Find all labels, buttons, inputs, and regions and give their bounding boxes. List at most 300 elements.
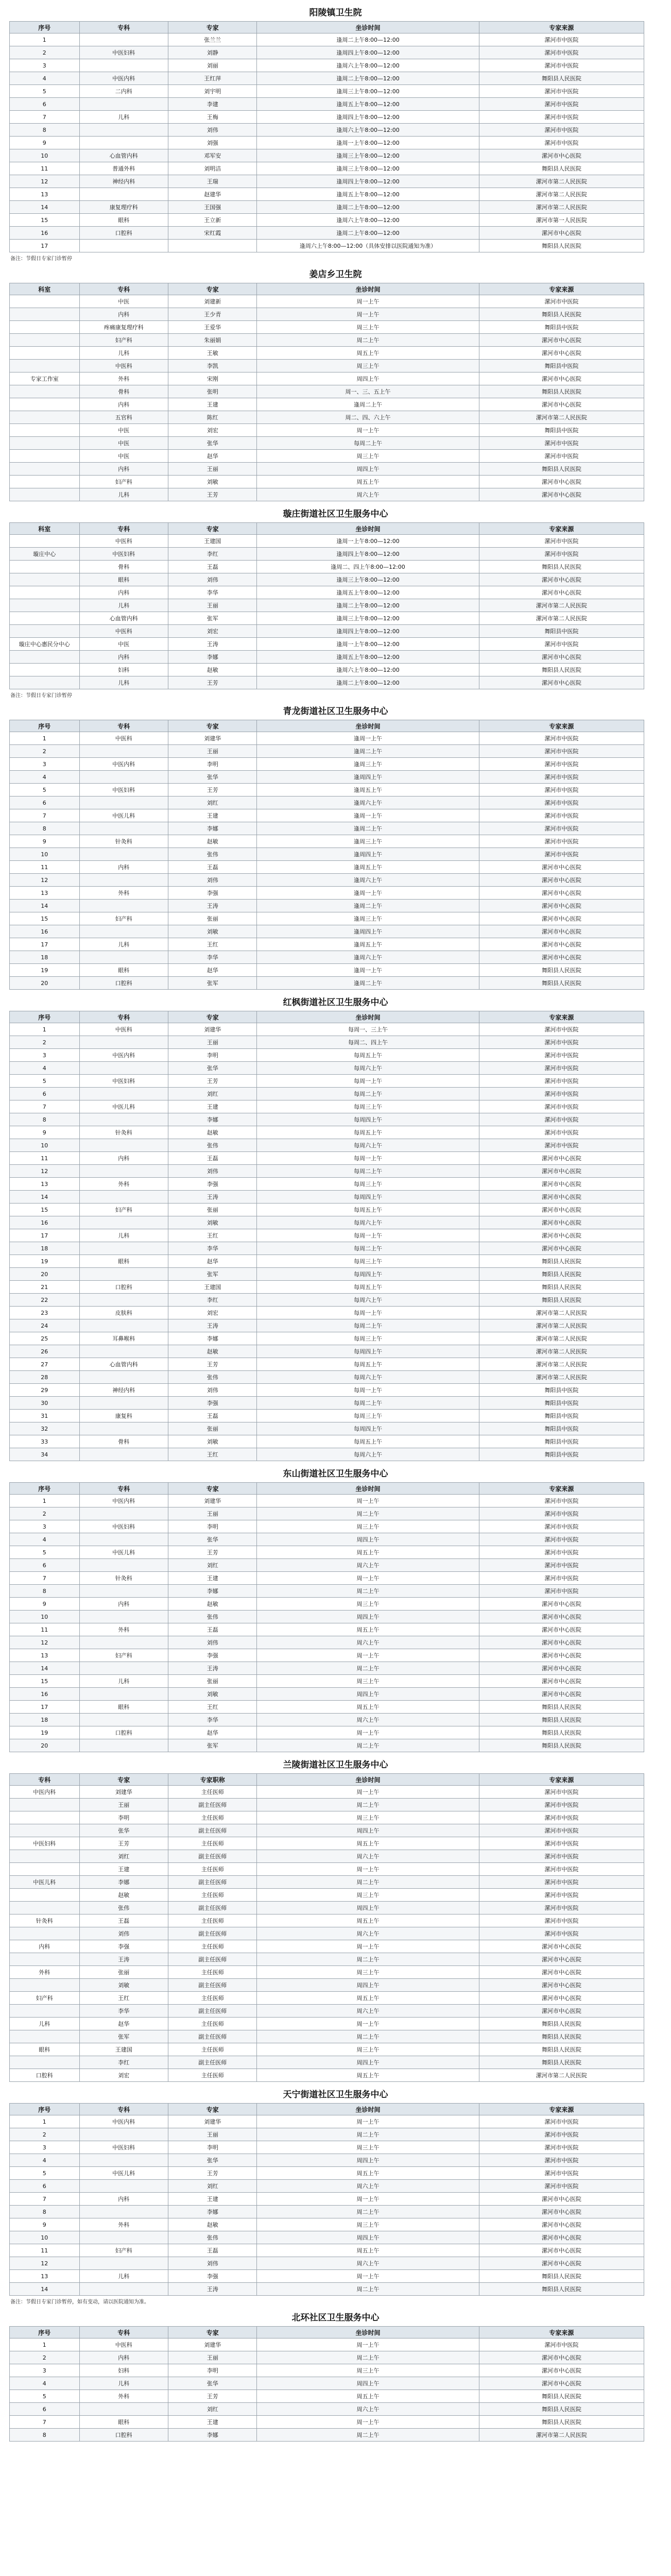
table-row	[10, 1611, 644, 1623]
table-cell: 儿科	[79, 676, 168, 689]
table-cell: 刘建华	[168, 2338, 256, 2351]
table-row	[10, 573, 644, 586]
table-row	[10, 1824, 644, 1837]
table-cell: 李娜	[168, 1113, 256, 1126]
table-cell: 主任医师	[168, 1811, 256, 1824]
table-cell	[10, 1811, 80, 1824]
table-cell: 2	[10, 1036, 80, 1049]
table-cell: 漯河市中心医院	[479, 887, 644, 900]
table-cell: 漯河市中医院	[479, 98, 644, 111]
schedule-table	[9, 720, 644, 990]
table-cell: 周六上午	[257, 1636, 479, 1649]
table-cell: 张丽	[168, 1204, 256, 1216]
table-row	[10, 664, 644, 676]
table-cell: 漯河市中医院	[479, 2180, 644, 2193]
table-cell: 20	[10, 1739, 80, 1752]
section-title: 璇庄街道社区卫生服务中心	[283, 509, 388, 519]
table-cell: 周二上午	[257, 1662, 479, 1675]
table-cell: 眼科	[79, 1701, 168, 1714]
table-cell: 逢周一上午	[257, 964, 479, 977]
table-cell: 漯河市中心医院	[479, 2377, 644, 2390]
table-cell: 漯河市中心医院	[479, 1940, 644, 1953]
table-row	[10, 1675, 644, 1688]
table-cell: 儿科	[79, 599, 168, 612]
table-cell: 漯河市中心医院	[479, 2351, 644, 2364]
column-header: 专家职称	[168, 1774, 256, 1786]
table-cell: 李华	[168, 951, 256, 964]
table-cell: 2	[10, 46, 80, 59]
table-cell: 每周一上午	[257, 1229, 479, 1242]
column-header: 专科	[79, 283, 168, 295]
table-row	[10, 1623, 644, 1636]
table-row	[10, 2429, 644, 2442]
table-cell: 中医妇科	[79, 784, 168, 796]
table-cell	[79, 1397, 168, 1410]
table-cell: 漯河市第二人民医院	[479, 2429, 644, 2442]
table-cell: 针灸科	[79, 1126, 168, 1139]
table-row	[10, 214, 644, 227]
table-cell: 14	[10, 1191, 80, 1204]
table-cell: 每周三上午	[257, 1100, 479, 1113]
table-cell: 刘红	[168, 2403, 256, 2416]
table-cell: 漯河市中心医院	[479, 1966, 644, 1979]
table-cell	[10, 308, 80, 321]
table-cell: 漯河市中心医院	[479, 2364, 644, 2377]
table-cell: 张华	[168, 2377, 256, 2390]
table-cell: 李华	[79, 2005, 168, 2018]
table-cell: 2	[10, 2128, 80, 2141]
table-cell: 5	[10, 1075, 80, 1088]
table-cell: 逢周一上午	[257, 887, 479, 900]
table-row	[10, 1294, 644, 1307]
table-cell: 逢周三上午8:00—12:00	[257, 85, 479, 98]
table-cell: 逢周二上午8:00—12:00	[257, 33, 479, 46]
table-row	[10, 360, 644, 372]
column-header: 序号	[10, 1011, 80, 1023]
table-cell: 周四上午	[257, 2231, 479, 2244]
table-cell: 中医	[79, 450, 168, 463]
table-cell: 副主任医师	[168, 1799, 256, 1811]
table-row	[10, 732, 644, 745]
table-cell: 王国强	[168, 201, 256, 214]
table-cell: 外科	[79, 2390, 168, 2403]
table-cell: 周三上午	[257, 1598, 479, 1611]
table-row	[10, 1268, 644, 1281]
table-cell: 漯河市中心医院	[479, 938, 644, 951]
table-row	[10, 1992, 644, 2005]
table-cell: 李明	[168, 758, 256, 771]
table-cell: 周二上午	[257, 2283, 479, 2296]
table-cell: 周四上午	[257, 1533, 479, 1546]
table-cell: 漯河市中医院	[479, 535, 644, 548]
table-cell: 中医科	[79, 2338, 168, 2351]
table-cell: 17	[10, 1701, 80, 1714]
table-row	[10, 2154, 644, 2167]
table-cell: 16	[10, 925, 80, 938]
table-cell	[79, 1036, 168, 1049]
table-row	[10, 1049, 644, 1062]
section-note: 备注：节假日专家门诊暂停，如有变动，请以医院通知为准。	[10, 2299, 149, 2305]
table-cell: 12	[10, 1636, 80, 1649]
table-row	[10, 2043, 644, 2056]
column-header: 坐诊时间	[257, 523, 479, 535]
schedule-table	[9, 283, 644, 501]
table-row	[10, 1113, 644, 1126]
table-cell: 9	[10, 2218, 80, 2231]
table-cell: 周五上午	[257, 2167, 479, 2180]
table-cell: 漯河市中心医院	[479, 925, 644, 938]
table-row	[10, 912, 644, 925]
table-row	[10, 651, 644, 664]
table-cell: 王建	[168, 809, 256, 822]
table-cell: 漯河市中心医院	[479, 1611, 644, 1623]
table-cell	[79, 2180, 168, 2193]
table-cell: 舞阳县人民医院	[479, 561, 644, 573]
table-row	[10, 398, 644, 411]
table-cell: 舞阳县人民医院	[479, 977, 644, 990]
table-row	[10, 201, 644, 214]
table-cell: 主任医师	[168, 1940, 256, 1953]
table-cell: 王芳	[168, 2167, 256, 2180]
table-cell: 周五上午	[257, 1623, 479, 1636]
table-cell: 李娜	[168, 822, 256, 835]
table-cell	[10, 2005, 80, 2018]
table-cell: 内科	[79, 463, 168, 476]
table-row	[10, 33, 644, 46]
table-cell	[10, 561, 80, 573]
table-cell: 逢周五上午	[257, 861, 479, 874]
table-cell: 王丽	[168, 2128, 256, 2141]
table-cell: 漯河市中医院	[479, 1075, 644, 1088]
table-cell: 王磊	[79, 1914, 168, 1927]
table-cell: 漯河市中医院	[479, 46, 644, 59]
table-row	[10, 2403, 644, 2416]
table-cell: 14	[10, 2283, 80, 2296]
table-cell: 刘敏	[168, 925, 256, 938]
table-cell: 刘伟	[168, 2257, 256, 2270]
table-cell: 漯河市中心医院	[479, 227, 644, 240]
table-cell: 每周五上午	[257, 1358, 479, 1371]
table-cell: 漯河市中心医院	[479, 2231, 644, 2244]
table-cell: 王涛	[168, 2283, 256, 2296]
table-cell: 针灸科	[10, 1914, 80, 1927]
table-cell: 舞阳县中医院	[479, 360, 644, 372]
table-cell: 3	[10, 2364, 80, 2377]
table-row	[10, 1075, 644, 1088]
table-cell: 漯河市中医院	[479, 1799, 644, 1811]
table-cell: 王丽	[79, 1799, 168, 1811]
column-header: 专科	[79, 1483, 168, 1495]
table-cell: 1	[10, 1495, 80, 1507]
table-cell: 29	[10, 1384, 80, 1397]
table-cell: 13	[10, 188, 80, 201]
schedule-table	[9, 1482, 644, 1752]
table-row	[10, 2005, 644, 2018]
table-cell: 舞阳县人民医院	[479, 162, 644, 175]
schedule-section	[0, 1461, 671, 1752]
table-cell: 刘红	[168, 1559, 256, 1572]
table-cell	[10, 1927, 80, 1940]
table-row	[10, 2270, 644, 2283]
table-cell: 13	[10, 1178, 80, 1191]
table-cell: 周一上午	[257, 424, 479, 437]
table-cell: 每周五上午	[257, 1204, 479, 1216]
table-cell: 刘红	[168, 2180, 256, 2193]
table-row	[10, 1559, 644, 1572]
table-cell: 眼科	[10, 2043, 80, 2056]
table-cell: 中医内科	[79, 758, 168, 771]
table-cell: 10	[10, 2231, 80, 2244]
table-row	[10, 1332, 644, 1345]
table-cell: 17	[10, 1229, 80, 1242]
table-cell: 王丽	[168, 463, 256, 476]
table-cell: 漯河市中心医院	[479, 476, 644, 488]
table-cell: 副主任医师	[168, 1953, 256, 1966]
table-row	[10, 1100, 644, 1113]
column-header: 专家	[168, 22, 256, 33]
table-cell: 李强	[79, 1940, 168, 1953]
table-row	[10, 2069, 644, 2082]
table-cell: 周五上午	[257, 2390, 479, 2403]
table-cell: 李娜	[168, 2429, 256, 2442]
table-cell	[79, 1268, 168, 1281]
table-cell: 眼科	[79, 964, 168, 977]
table-cell: 妇产科	[79, 912, 168, 925]
table-cell: 8	[10, 822, 80, 835]
table-cell: 漯河市中心医院	[479, 676, 644, 689]
table-cell: 漯河市中心医院	[479, 1229, 644, 1242]
table-cell: 周二上午	[257, 334, 479, 347]
table-cell: 舞阳县人民医院	[479, 240, 644, 252]
column-header: 专家	[168, 283, 256, 295]
table-cell: 赵敏	[168, 1345, 256, 1358]
table-row	[10, 46, 644, 59]
table-cell: 6	[10, 2180, 80, 2193]
table-cell: 周六上午	[257, 1559, 479, 1572]
table-cell: 刘敏	[168, 1216, 256, 1229]
table-cell: 周二上午	[257, 1585, 479, 1598]
table-cell: 漯河市第二人民医院	[479, 175, 644, 188]
table-cell	[79, 1662, 168, 1675]
table-cell	[10, 411, 80, 424]
table-cell: 17	[10, 938, 80, 951]
table-row	[10, 1837, 644, 1850]
table-row	[10, 149, 644, 162]
section-title: 北环社区卫生服务中心	[291, 2313, 380, 2323]
table-cell	[10, 612, 80, 625]
table-cell: 7	[10, 2193, 80, 2206]
column-header: 专家	[168, 1011, 256, 1023]
table-cell: 每周二上午	[257, 1165, 479, 1178]
table-cell: 外科	[79, 1623, 168, 1636]
table-row	[10, 2056, 644, 2069]
table-cell: 王建国	[168, 535, 256, 548]
table-row	[10, 1229, 644, 1242]
table-cell: 每周二、四上午	[257, 1036, 479, 1049]
table-cell: 李凯	[168, 360, 256, 372]
table-cell: 副主任医师	[168, 2005, 256, 2018]
table-cell: 张丽	[168, 1422, 256, 1435]
table-cell: 逢周三上午	[257, 758, 479, 771]
table-cell: 逢周三上午8:00—12:00	[257, 573, 479, 586]
table-row	[10, 2351, 644, 2364]
table-cell	[79, 240, 168, 252]
table-row	[10, 951, 644, 964]
table-cell: 逢周二上午8:00—12:00	[257, 599, 479, 612]
table-cell: 刘红	[79, 1850, 168, 1863]
table-row	[10, 1191, 644, 1204]
table-cell: 主任医师	[168, 1914, 256, 1927]
table-cell	[10, 625, 80, 638]
table-cell: 周六上午	[257, 488, 479, 501]
table-cell: 周三上午	[257, 450, 479, 463]
table-cell: 王涛	[168, 1191, 256, 1204]
table-cell: 15	[10, 214, 80, 227]
table-cell	[79, 822, 168, 835]
table-row	[10, 548, 644, 561]
table-row	[10, 2206, 644, 2218]
table-cell: 刘红	[168, 1088, 256, 1100]
table-cell: 周六上午	[257, 2180, 479, 2193]
table-cell: 26	[10, 1345, 80, 1358]
table-cell	[10, 476, 80, 488]
table-cell: 漯河市中心医院	[479, 1178, 644, 1191]
table-cell: 张华	[168, 1533, 256, 1546]
table-cell: 漯河市中医院	[479, 771, 644, 784]
table-cell: 刘敏	[168, 476, 256, 488]
table-row	[10, 2167, 644, 2180]
table-cell: 漯河市中医院	[479, 1036, 644, 1049]
table-cell: 漯河市中心医院	[479, 372, 644, 385]
section-title: 姜店乡卫生院	[309, 269, 362, 280]
table-cell	[10, 321, 80, 334]
table-cell: 周四上午	[257, 1824, 479, 1837]
table-cell: 王瑞	[168, 175, 256, 188]
table-cell: 舞阳县人民医院	[479, 2270, 644, 2283]
table-cell: 王芳	[79, 1837, 168, 1850]
table-row	[10, 1688, 644, 1701]
table-cell: 漯河市中医院	[479, 1495, 644, 1507]
table-cell: 漯河市中医院	[479, 124, 644, 137]
schedule-table	[9, 1773, 644, 2082]
table-cell	[10, 573, 80, 586]
table-cell: 张华	[168, 1062, 256, 1075]
table-cell: 刘建华	[79, 1786, 168, 1799]
table-row	[10, 295, 644, 308]
table-cell: 舞阳县人民医院	[479, 2283, 644, 2296]
table-row	[10, 1397, 644, 1410]
table-row	[10, 111, 644, 124]
table-cell	[79, 1448, 168, 1461]
table-row	[10, 2141, 644, 2154]
table-cell: 漯河市中医院	[479, 1585, 644, 1598]
table-cell: 中医儿科	[79, 1546, 168, 1559]
table-cell: 内科	[79, 308, 168, 321]
column-header: 序号	[10, 2104, 80, 2115]
table-cell: 每周二上午	[257, 1242, 479, 1255]
table-row	[10, 424, 644, 437]
table-cell: 赵敏	[168, 1598, 256, 1611]
table-cell	[79, 1533, 168, 1546]
table-cell: 张丽	[79, 1966, 168, 1979]
table-cell	[79, 745, 168, 758]
table-cell	[79, 874, 168, 887]
table-cell: 逢周五上午8:00—12:00	[257, 188, 479, 201]
table-cell: 中医内科	[10, 1786, 80, 1799]
table-cell: 漯河市中医院	[479, 437, 644, 450]
table-cell: 每周二上午	[257, 437, 479, 450]
table-cell: 中医科	[79, 1023, 168, 1036]
table-cell	[79, 951, 168, 964]
table-cell: 周三上午	[257, 360, 479, 372]
table-row	[10, 2218, 644, 2231]
table-cell: 漯河市中医院	[479, 1520, 644, 1533]
column-header: 专家来源	[479, 283, 644, 295]
table-cell: 每周四上午	[257, 1422, 479, 1435]
table-row	[10, 488, 644, 501]
schedule-section	[0, 501, 671, 699]
table-cell: 漯河市第二人民医院	[479, 1345, 644, 1358]
table-cell: 逢周四上午	[257, 848, 479, 861]
table-cell: 周二上午	[257, 1953, 479, 1966]
table-cell: 王磊	[168, 561, 256, 573]
table-cell: 周二、四、六上午	[257, 411, 479, 424]
table-cell: 王芳	[168, 676, 256, 689]
table-cell	[10, 398, 80, 411]
table-row	[10, 535, 644, 548]
table-cell: 周一上午	[257, 2416, 479, 2429]
table-cell: 6	[10, 796, 80, 809]
table-cell: 漯河市中医院	[479, 111, 644, 124]
table-row	[10, 321, 644, 334]
table-cell: 外科	[79, 372, 168, 385]
table-cell: 刘宏	[168, 1307, 256, 1319]
table-cell	[79, 1242, 168, 1255]
table-cell	[79, 1559, 168, 1572]
table-row	[10, 240, 644, 252]
section-title: 红枫街道社区卫生服务中心	[283, 997, 388, 1008]
table-cell: 中医	[79, 295, 168, 308]
table-cell: 每周六上午	[257, 1139, 479, 1152]
table-cell: 周一上午	[257, 1495, 479, 1507]
table-cell: 张伟	[168, 848, 256, 861]
table-cell: 耳鼻喉科	[79, 1332, 168, 1345]
table-cell	[79, 1585, 168, 1598]
table-cell: 逢周五上午8:00—12:00	[257, 586, 479, 599]
table-cell: 每周一上午	[257, 1307, 479, 1319]
table-cell: 周一上午	[257, 2018, 479, 2030]
table-cell: 10	[10, 1611, 80, 1623]
table-cell: 心血管内科	[79, 149, 168, 162]
schedule-section	[0, 262, 671, 501]
table-row	[10, 848, 644, 861]
table-cell: 漯河市中医院	[479, 1902, 644, 1914]
table-cell: 4	[10, 771, 80, 784]
table-cell: 每周六上午	[257, 1216, 479, 1229]
table-cell: 内科	[79, 2193, 168, 2206]
table-cell: 周六上午	[257, 2403, 479, 2416]
column-header: 专科	[10, 1774, 80, 1786]
table-row	[10, 347, 644, 360]
table-cell	[79, 2403, 168, 2416]
table-cell: 舞阳县中医院	[479, 1410, 644, 1422]
table-row	[10, 745, 644, 758]
column-header: 专家来源	[479, 523, 644, 535]
table-cell: 李娜	[79, 1876, 168, 1889]
table-cell: 张兰兰	[168, 33, 256, 46]
table-cell: 李娜	[168, 1332, 256, 1345]
table-cell: 13	[10, 2270, 80, 2283]
